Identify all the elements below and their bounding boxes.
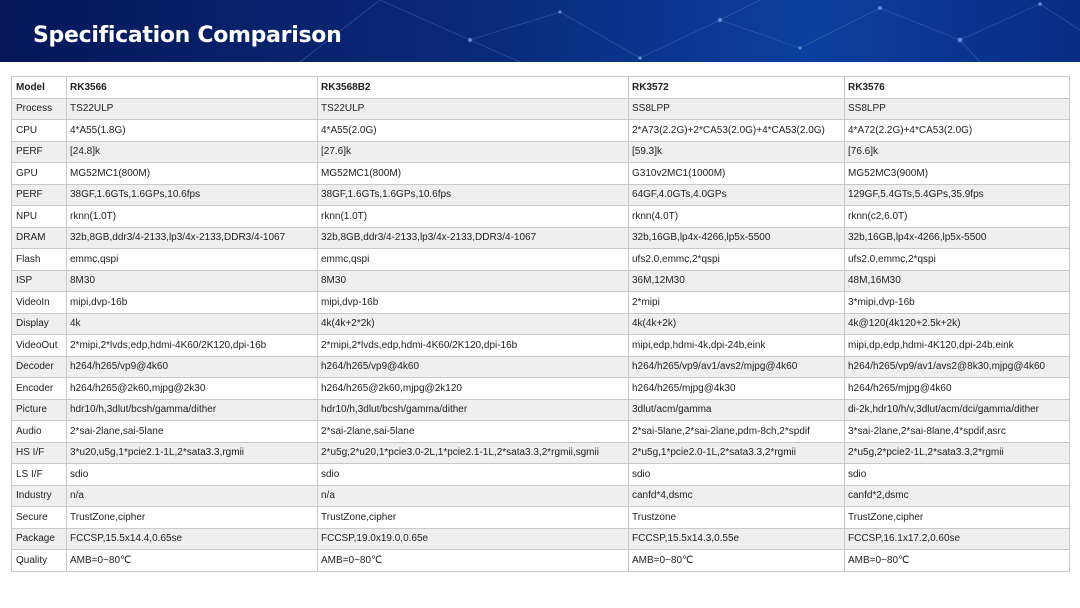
table-cell: 8M30 bbox=[318, 270, 629, 292]
table-cell: 2*mipi bbox=[629, 292, 845, 314]
table-cell: AMB=0~80℃ bbox=[318, 550, 629, 572]
row-label: NPU bbox=[12, 206, 67, 228]
table-cell: h264/h265/mjpg@4k60 bbox=[845, 378, 1070, 400]
table-row bbox=[12, 464, 1070, 486]
table-cell: rknn(1.0T) bbox=[67, 206, 318, 228]
table-row bbox=[12, 442, 1070, 464]
table-cell: 38GF,1.6GTs,1.6GPs,10.6fps bbox=[67, 184, 318, 206]
table-cell: rknn(4.0T) bbox=[629, 206, 845, 228]
table-row bbox=[12, 550, 1070, 572]
header-cell-rk3568b2: RK3568B2 bbox=[318, 77, 629, 99]
table-cell: mipi,dp,edp,hdmi-4K120,dpi-24b,eink bbox=[845, 335, 1070, 357]
table-cell: MG52MC1(800M) bbox=[318, 163, 629, 185]
table-cell: 4*A55(1.8G) bbox=[67, 120, 318, 142]
table-header-row bbox=[12, 77, 1070, 99]
spec-comparison-table bbox=[11, 76, 1069, 572]
row-label: Quality bbox=[12, 550, 67, 572]
table-cell: MG52MC1(800M) bbox=[67, 163, 318, 185]
table-row bbox=[12, 485, 1070, 507]
table-row bbox=[12, 141, 1070, 163]
table-row bbox=[12, 335, 1070, 357]
row-label: GPU bbox=[12, 163, 67, 185]
table-cell: TS22ULP bbox=[318, 98, 629, 120]
table-cell: SS8LPP bbox=[845, 98, 1070, 120]
header-cell-rk3576: RK3576 bbox=[845, 77, 1070, 99]
header-cell-model: Model bbox=[12, 77, 67, 99]
table-cell: hdr10/h,3dlut/bcsh/gamma/dither bbox=[67, 399, 318, 421]
table-cell: mipi,dvp-16b bbox=[318, 292, 629, 314]
table-cell: AMB=0~80℃ bbox=[629, 550, 845, 572]
table-cell: 129GF,5.4GTs,5.4GPs,35.9fps bbox=[845, 184, 1070, 206]
table-cell: 2*mipi,2*lvds,edp,hdmi-4K60/2K120,dpi-16b bbox=[318, 335, 629, 357]
table-cell: hdr10/h,3dlut/bcsh/gamma/dither bbox=[318, 399, 629, 421]
table-cell: n/a bbox=[318, 485, 629, 507]
row-label: Flash bbox=[12, 249, 67, 271]
table-cell: AMB=0~80℃ bbox=[845, 550, 1070, 572]
table-row bbox=[12, 184, 1070, 206]
table-cell: di-2k,hdr10/h/v,3dlut/acm/dci/gamma/dither bbox=[845, 399, 1070, 421]
table-cell: h264/h265@2k60,mjpg@2k120 bbox=[318, 378, 629, 400]
header-cell-rk3572: RK3572 bbox=[629, 77, 845, 99]
row-label: Decoder bbox=[12, 356, 67, 378]
table-cell: h264/h265/mjpg@4k30 bbox=[629, 378, 845, 400]
table-cell: AMB=0~80℃ bbox=[67, 550, 318, 572]
table-cell: 2*A73(2.2G)+2*CA53(2.0G)+4*CA53(2.0G) bbox=[629, 120, 845, 142]
table-row bbox=[12, 227, 1070, 249]
table-cell: TrustZone,cipher bbox=[845, 507, 1070, 529]
row-label: Package bbox=[12, 528, 67, 550]
row-label: PERF bbox=[12, 141, 67, 163]
table-cell: 2*mipi,2*lvds,edp,hdmi-4K60/2K120,dpi-16b bbox=[67, 335, 318, 357]
row-label: Picture bbox=[12, 399, 67, 421]
table-cell: 4*A55(2.0G) bbox=[318, 120, 629, 142]
table-cell: 36M,12M30 bbox=[629, 270, 845, 292]
table-row bbox=[12, 120, 1070, 142]
table-cell: 4k(4k+2*2k) bbox=[318, 313, 629, 335]
row-label: HS I/F bbox=[12, 442, 67, 464]
table-cell: 64GF,4.0GTs,4.0GPs bbox=[629, 184, 845, 206]
table-cell: 3*u20,u5g,1*pcie2.1-1L,2*sata3.3,rgmii bbox=[67, 442, 318, 464]
row-label: VideoIn bbox=[12, 292, 67, 314]
table-cell: 8M30 bbox=[67, 270, 318, 292]
title-banner bbox=[0, 0, 1080, 62]
table-cell: sdio bbox=[318, 464, 629, 486]
table-cell: 4k bbox=[67, 313, 318, 335]
table-cell: h264/h265@2k60,mjpg@2k30 bbox=[67, 378, 318, 400]
table-cell: FCCSP,16.1x17.2,0.60se bbox=[845, 528, 1070, 550]
table-cell: 38GF,1.6GTs,1.6GPs,10.6fps bbox=[318, 184, 629, 206]
table-cell: 2*u5g,2*u20,1*pcie3.0-2L,1*pcie2.1-1L,2*sata3.3,2*rgmii,sgmii bbox=[318, 442, 629, 464]
table-cell: 32b,16GB,lp4x-4266,lp5x-5500 bbox=[845, 227, 1070, 249]
table-cell: 48M,16M30 bbox=[845, 270, 1070, 292]
header-cell-rk3566: RK3566 bbox=[67, 77, 318, 99]
table-cell: [76.6]k bbox=[845, 141, 1070, 163]
table-cell: rknn(1.0T) bbox=[318, 206, 629, 228]
table-cell: 2*sai-5lane,2*sai-2lane,pdm-8ch,2*spdif bbox=[629, 421, 845, 443]
table-row bbox=[12, 528, 1070, 550]
table-row bbox=[12, 163, 1070, 185]
table-row bbox=[12, 313, 1070, 335]
row-label: Display bbox=[12, 313, 67, 335]
table-cell: TrustZone,cipher bbox=[318, 507, 629, 529]
table-row bbox=[12, 507, 1070, 529]
table-row bbox=[12, 421, 1070, 443]
row-label: Process bbox=[12, 98, 67, 120]
row-label: CPU bbox=[12, 120, 67, 142]
table-cell: 4*A72(2.2G)+4*CA53(2.0G) bbox=[845, 120, 1070, 142]
table-row bbox=[12, 378, 1070, 400]
row-label: Industry bbox=[12, 485, 67, 507]
row-label: LS I/F bbox=[12, 464, 67, 486]
table-cell: h264/h265/vp9/av1/avs2@8k30,mjpg@4k60 bbox=[845, 356, 1070, 378]
table-cell: [24.8]k bbox=[67, 141, 318, 163]
table-cell: h264/h265/vp9@4k60 bbox=[67, 356, 318, 378]
table-cell: [59.3]k bbox=[629, 141, 845, 163]
table-cell: TS22ULP bbox=[67, 98, 318, 120]
table-row bbox=[12, 206, 1070, 228]
table-cell: canfd*2,dsmc bbox=[845, 485, 1070, 507]
page-title: Specification Comparison bbox=[33, 23, 342, 48]
table-cell: emmc,qspi bbox=[318, 249, 629, 271]
table-cell: FCCSP,15.5x14.4,0.65se bbox=[67, 528, 318, 550]
row-label: DRAM bbox=[12, 227, 67, 249]
table-row bbox=[12, 98, 1070, 120]
row-label: Audio bbox=[12, 421, 67, 443]
table-cell: 3*mipi,dvp-16b bbox=[845, 292, 1070, 314]
table-cell: FCCSP,15.5x14.3,0.55e bbox=[629, 528, 845, 550]
table-cell: rknn(c2,6.0T) bbox=[845, 206, 1070, 228]
table-cell: MG52MC3(900M) bbox=[845, 163, 1070, 185]
table-row bbox=[12, 270, 1070, 292]
table-cell: SS8LPP bbox=[629, 98, 845, 120]
table-cell: Trustzone bbox=[629, 507, 845, 529]
row-label: Secure bbox=[12, 507, 67, 529]
table-cell: emmc,qspi bbox=[67, 249, 318, 271]
table-cell: 32b,8GB,ddr3/4-2133,lp3/4x-2133,DDR3/4-1067 bbox=[318, 227, 629, 249]
table-cell: G310v2MC1(1000M) bbox=[629, 163, 845, 185]
table-cell: sdio bbox=[629, 464, 845, 486]
table-row bbox=[12, 292, 1070, 314]
table-cell: TrustZone,cipher bbox=[67, 507, 318, 529]
table-cell: mipi,dvp-16b bbox=[67, 292, 318, 314]
row-label: ISP bbox=[12, 270, 67, 292]
table-cell: mipi,edp,hdmi-4k,dpi-24b,eink bbox=[629, 335, 845, 357]
table-cell: h264/h265/vp9/av1/avs2/mjpg@4k60 bbox=[629, 356, 845, 378]
table-cell: ufs2.0,emmc,2*qspi bbox=[845, 249, 1070, 271]
table-cell: 4k(4k+2k) bbox=[629, 313, 845, 335]
table-cell: sdio bbox=[67, 464, 318, 486]
table-cell: 2*sai-2lane,sai-5lane bbox=[67, 421, 318, 443]
table-cell: 2*u5g,2*pcie2-1L,2*sata3.3,2*rgmii bbox=[845, 442, 1070, 464]
table-cell: 2*sai-2lane,sai-5lane bbox=[318, 421, 629, 443]
table-cell: n/a bbox=[67, 485, 318, 507]
table-cell: 4k@120(4k120+2.5k+2k) bbox=[845, 313, 1070, 335]
table-cell: 2*u5g,1*pcie2.0-1L,2*sata3.3,2*rgmii bbox=[629, 442, 845, 464]
table-cell: 3*sai-2lane,2*sai-8lane,4*spdif,asrc bbox=[845, 421, 1070, 443]
table-cell: canfd*4,dsmc bbox=[629, 485, 845, 507]
table-row bbox=[12, 399, 1070, 421]
row-label: Encoder bbox=[12, 378, 67, 400]
table-cell: ufs2.0,emmc,2*qspi bbox=[629, 249, 845, 271]
table-cell: [27.6]k bbox=[318, 141, 629, 163]
table-row bbox=[12, 356, 1070, 378]
table-cell: 3dlut/acm/gamma bbox=[629, 399, 845, 421]
table-cell: sdio bbox=[845, 464, 1070, 486]
row-label: VideoOut bbox=[12, 335, 67, 357]
table-row bbox=[12, 249, 1070, 271]
table-cell: h264/h265/vp9@4k60 bbox=[318, 356, 629, 378]
table-cell: 32b,8GB,ddr3/4-2133,lp3/4x-2133,DDR3/4-1067 bbox=[67, 227, 318, 249]
table-cell: FCCSP,19.0x19.0,0.65e bbox=[318, 528, 629, 550]
table-cell: 32b,16GB,lp4x-4266,lp5x-5500 bbox=[629, 227, 845, 249]
row-label: PERF bbox=[12, 184, 67, 206]
